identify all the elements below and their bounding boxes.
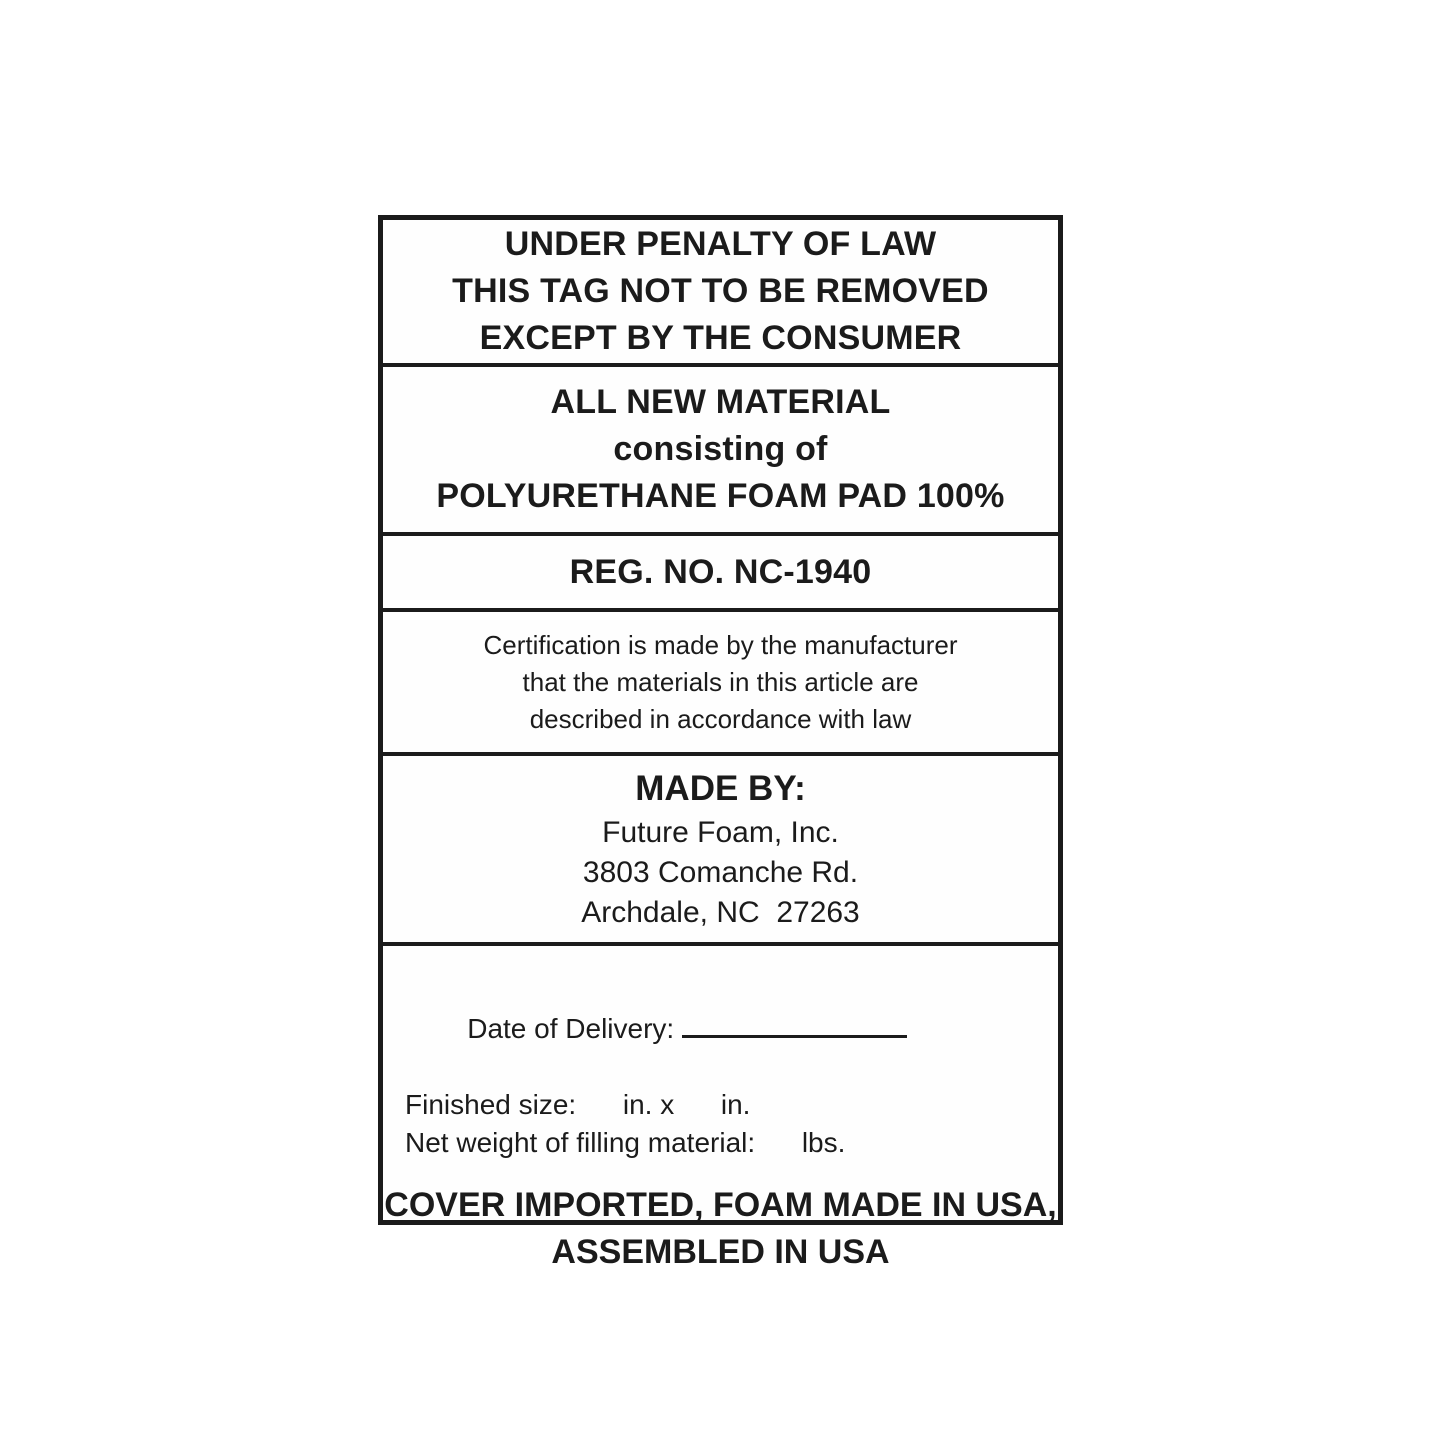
net-weight-row: Net weight of filling material: lbs. bbox=[405, 1127, 846, 1158]
date-of-delivery-blank bbox=[682, 1035, 907, 1038]
manufacturer-city-state-zip: Archdale, NC 27263 bbox=[581, 896, 860, 929]
date-of-delivery-row bbox=[383, 972, 1058, 1086]
date-of-delivery-label: Date of Delivery: bbox=[467, 1013, 675, 1044]
penalty-line-1: UNDER PENALTY OF LAW bbox=[504, 225, 937, 263]
origin-statement bbox=[383, 1182, 1058, 1276]
registration-number: REG. NO. NC-1940 bbox=[569, 552, 872, 591]
penalty-line-3: EXCEPT BY THE CONSUMER bbox=[479, 319, 962, 357]
material-line-1: ALL NEW MATERIAL bbox=[550, 383, 891, 421]
law-label bbox=[378, 215, 1063, 1271]
certification-section bbox=[383, 612, 1058, 756]
origin-line-1: COVER IMPORTED, FOAM MADE IN USA, bbox=[384, 1186, 1057, 1224]
material-line-2: consisting of bbox=[613, 430, 828, 468]
certification-line-1: Certification is made by the manufacturer bbox=[483, 629, 958, 660]
registration-number-section bbox=[383, 536, 1058, 612]
manufacturer-name: Future Foam, Inc. bbox=[602, 816, 839, 849]
made-by-heading: MADE BY: bbox=[635, 769, 806, 808]
material-contents-section bbox=[383, 367, 1058, 536]
details-section bbox=[383, 946, 1058, 1271]
origin-line-2: ASSEMBLED IN USA bbox=[551, 1233, 890, 1271]
finished-size-row: Finished size: in. x in. bbox=[405, 1089, 751, 1120]
certification-line-3: described in accordance with law bbox=[529, 703, 912, 734]
penalty-line-2: THIS TAG NOT TO BE REMOVED bbox=[452, 272, 989, 310]
certification-line-2: that the materials in this article are bbox=[522, 666, 919, 697]
material-line-3: POLYURETHANE FOAM PAD 100% bbox=[436, 477, 1005, 515]
manufacturer-street: 3803 Comanche Rd. bbox=[582, 856, 859, 889]
made-by-section bbox=[383, 756, 1058, 946]
penalty-notice-section bbox=[383, 220, 1058, 367]
